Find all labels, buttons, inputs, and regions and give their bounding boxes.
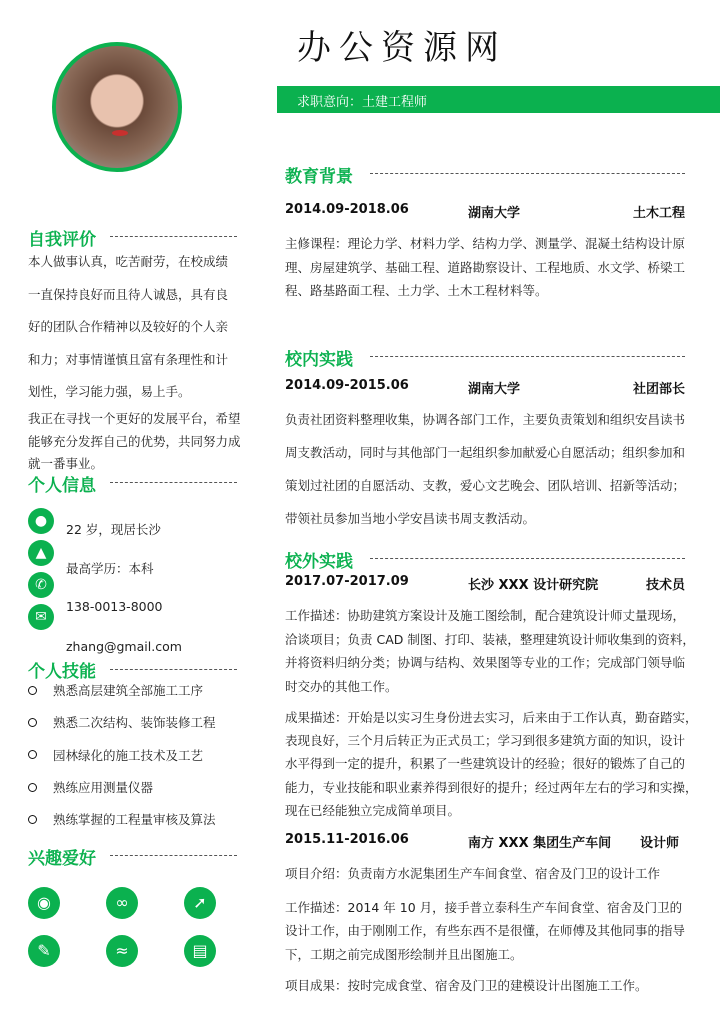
text-line: 程、路基路面工程、土力学、土木工程材料等。: [285, 283, 548, 298]
skill-item: [28, 803, 216, 835]
divider: [110, 855, 237, 856]
reading-icon: ▤: [184, 935, 216, 967]
person-icon: ●: [28, 508, 54, 534]
mail-icon: ✉: [28, 604, 54, 630]
job1-result-description: [285, 706, 698, 822]
section-education: 教育背景: [285, 167, 353, 187]
text-line: 好的团队合作精神以及较好的个人亲: [28, 319, 229, 334]
skill-item: [28, 771, 216, 803]
major: 土木工程: [632, 206, 685, 221]
section-campus: 校内实践: [285, 350, 353, 370]
job2-result: 项目成果：按时完成食堂、宿舍及门卫的建模设计出图施工工作。: [285, 978, 648, 993]
text-line: 洽谈项目；负责 CAD 制图、打印、装裱，整理建筑设计师收集到的资料，: [285, 631, 695, 647]
divider: [370, 558, 685, 559]
skill-label: 熟练应用测量仪器: [53, 780, 154, 796]
divider: [370, 173, 685, 174]
date: 2017.07-2017.09: [285, 574, 409, 589]
text-line: 能力，专业技能和职业素养得到很好的提升；经过两年左右的学习和实操，: [285, 779, 698, 795]
text-line: 划性，学习能力强，易上手。: [28, 384, 191, 399]
text-line: 设计工作，由于刚刚工作，有些东西不是很懂，在师傅及其他同事的指导: [285, 923, 686, 939]
job1-work-description: [285, 604, 695, 698]
skill-label: 熟悉二次结构、装饰装修工程: [53, 715, 216, 731]
school: 湖南大学: [468, 206, 521, 221]
info-phone: 138-0013-8000: [66, 599, 163, 614]
section-skills: 个人技能: [28, 662, 96, 682]
text-line: 成果描述：开始是以实习生身份进去实习，后来由于工作认真，勤奋踏实，: [285, 710, 698, 725]
camera-icon: ◉: [28, 887, 60, 919]
self-eval-text: [28, 246, 228, 409]
campus-row: [285, 378, 685, 397]
bullet-icon: [28, 686, 37, 695]
bullet-icon: [28, 750, 37, 759]
skiing-icon: ➚: [184, 887, 216, 919]
info-email[interactable]: zhang@gmail.com: [66, 639, 182, 654]
role: 社团部长: [632, 382, 685, 397]
cycling-icon: ∞: [106, 887, 138, 919]
text-line: 负责社团资料整理收集，协调各部门工作，主要负责策划和组织安昌读书: [285, 412, 686, 427]
skill-label: 熟练掌握的工程量审核及算法: [53, 812, 216, 828]
name-title: 办公资源网: [297, 28, 507, 68]
role: 设计师: [639, 836, 679, 851]
text-line: 就一番事业。: [28, 456, 104, 471]
organization: 南方 XXX 集团生产车间: [468, 836, 612, 851]
divider: [370, 356, 685, 357]
bullet-icon: [28, 783, 37, 792]
text-line: 我正在寻找一个更好的发展平台，希望: [28, 411, 241, 426]
text-line: 工作描述：2014 年 10 月，接手普立泰科生产车间食堂、宿舍及门卫的: [285, 900, 683, 915]
text-line: 表现良好，三个月后转正为正式员工；学习到很多建筑方面的知识，设计: [285, 733, 686, 749]
text-line: 和力；对事情谨慎且富有条理性和计: [28, 351, 229, 367]
profile-photo: [52, 42, 182, 172]
organization: 长沙 XXX 设计研究院: [468, 578, 599, 593]
role: 技术员: [645, 578, 685, 593]
job2-intro: 项目介绍：负责南方水泥集团生产车间食堂、宿舍及门卫的设计工作: [285, 866, 661, 881]
date: 2015.11-2016.06: [285, 832, 409, 847]
date: 2014.09-2018.06: [285, 202, 409, 217]
education-row: [285, 202, 685, 221]
divider: [110, 236, 237, 237]
text-line: 本人做事认真，吃苦耐劳，在校成绩: [28, 254, 229, 269]
text-line: 带领社员参加当地小学安昌读书周支教活动。: [285, 511, 536, 526]
painting-icon: ✎: [28, 935, 60, 967]
info-age: 22 岁，现居长沙: [66, 522, 161, 537]
phone-icon: ✆: [28, 572, 54, 598]
skills-list: [28, 674, 216, 835]
text-line: 策划过社团的自愿活动、支教，爱心文艺晚会、团队培训、招新等活动；: [285, 478, 686, 493]
text-line: 并将资料归纳分类；协调与结构、效果图等专业的工作；完成部门领导临: [285, 655, 686, 670]
job1-row: [285, 574, 685, 593]
section-hobbies: 兴趣爱好: [28, 849, 96, 869]
self-eval-text-2: [28, 408, 241, 476]
text-line: 一直保持良好而且待人诚恳，具有良: [28, 286, 229, 302]
skill-item: [28, 739, 216, 771]
education-courses: [285, 232, 685, 303]
skill-label: 熟悉高层建筑全部施工工序: [53, 683, 204, 699]
graduation-cap-icon: ▲: [28, 540, 54, 566]
section-info: 个人信息: [28, 476, 96, 496]
objective-bar: 求职意向：土建工程师: [277, 86, 720, 113]
info-education: 最高学历：本科: [66, 561, 154, 576]
skill-item: [28, 706, 216, 738]
text-line: 周支教活动，同时与其他部门一起组织参加献爱心自愿活动；组织参加和: [285, 445, 686, 460]
organization: 湖南大学: [468, 382, 521, 397]
campus-description: [285, 403, 685, 535]
text-line: 下，工期之前完成图形绘制并且出图施工。: [285, 946, 523, 962]
divider: [110, 482, 237, 483]
text-line: 主修课程：理论力学、材料力学、结构力学、测量学、混凝土结构设计原: [285, 236, 686, 251]
skill-label: 园林绿化的施工技术及工艺: [53, 747, 204, 763]
text-line: 能够充分发挥自己的优势，共同努力成: [28, 433, 241, 449]
bullet-icon: [28, 815, 37, 824]
divider: [110, 669, 237, 670]
text-line: 理、房屋建筑学、基础工程、道路勘察设计、工程地质、水文学、桥梁工: [285, 259, 686, 275]
text-line: 时交办的其他工作。: [285, 678, 398, 694]
text-line: 现在已经能独立完成简单项目。: [285, 802, 461, 818]
job2-work-description: [285, 896, 685, 966]
skill-item: [28, 674, 216, 706]
section-self-eval: 自我评价: [28, 230, 96, 250]
text-line: 水平得到一定的提升，积累了一些建筑设计的经验；很好的锻炼了自己的: [285, 756, 686, 772]
text-line: 工作描述：协助建筑方案设计及施工图绘制，配合建筑设计师丈量现场，: [285, 608, 686, 623]
section-external: 校外实践: [285, 552, 353, 572]
date: 2014.09-2015.06: [285, 378, 409, 393]
bullet-icon: [28, 718, 37, 727]
job2-row: [285, 832, 685, 851]
swimming-icon: ≈: [106, 935, 138, 967]
